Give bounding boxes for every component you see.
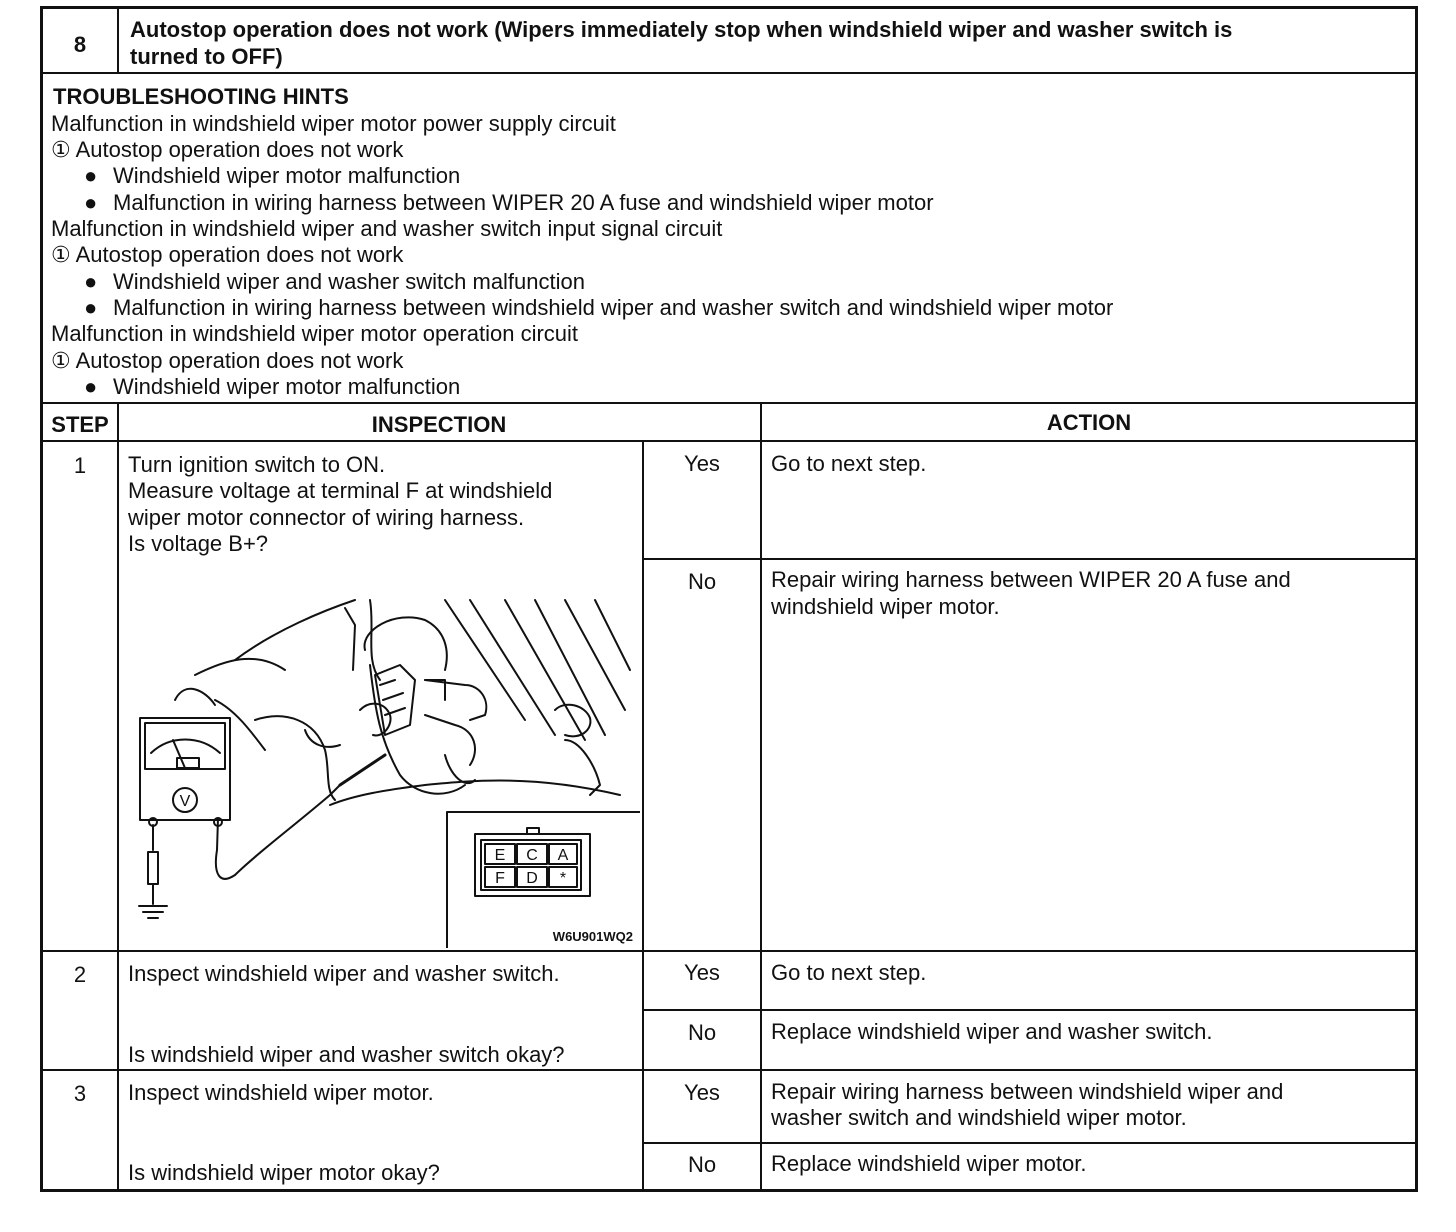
terminal-label: E xyxy=(494,847,506,864)
terminal-label: F xyxy=(495,870,505,887)
hints-heading: TROUBLESHOOTING HINTS xyxy=(53,84,349,109)
inspection-question: Is windshield wiper and washer switch okay? xyxy=(128,1042,565,1067)
inspection-question: Is windshield wiper motor okay? xyxy=(128,1160,440,1185)
step-number: 3 xyxy=(73,1081,87,1106)
action-text: Replace windshield wiper motor. xyxy=(771,1151,1087,1176)
hint-item: Malfunction in wiring harness between WIPER 20 A fuse and windshield wiper motor xyxy=(113,190,934,215)
answer-no: No xyxy=(687,569,717,594)
inspection-text: Turn ignition switch to ON. xyxy=(128,452,386,477)
bullet-icon: ● xyxy=(84,190,98,215)
hint-symptom: ① Autostop operation does not work xyxy=(51,137,404,162)
terminal-label: C xyxy=(526,847,538,864)
action-text: Repair wiring harness between WIPER 20 A fuse and xyxy=(771,567,1291,592)
hint-symptom: ① Autostop operation does not work xyxy=(51,348,404,373)
hints-bottom-rule xyxy=(40,402,1418,404)
action-text: Go to next step. xyxy=(771,960,927,985)
action-text: Go to next step. xyxy=(771,451,927,476)
header-divider xyxy=(117,6,119,74)
answer-no: No xyxy=(687,1020,717,1045)
row-divider xyxy=(643,1009,1418,1011)
procedure-number: 8 xyxy=(73,32,87,57)
action-text: Repair wiring harness between windshield wiper and xyxy=(771,1079,1284,1104)
bullet-icon: ● xyxy=(84,295,98,320)
inspection-text: Inspect windshield wiper and washer switch. xyxy=(128,961,560,986)
hint-item: Windshield wiper motor malfunction xyxy=(113,374,461,399)
inspection-text: wiper motor connector of wiring harness. xyxy=(128,505,525,530)
terminal-label: * xyxy=(559,870,567,887)
row-divider xyxy=(40,1069,1418,1071)
column-header-inspection: INSPECTION xyxy=(371,412,507,437)
answer-no: No xyxy=(687,1152,717,1177)
action-text: Replace windshield wiper and washer switch. xyxy=(771,1019,1213,1044)
answer-yes: Yes xyxy=(684,451,720,476)
header-bottom-rule xyxy=(40,72,1418,74)
answer-column-divider xyxy=(642,440,644,1190)
inspection-text: Measure voltage at terminal F at windshield xyxy=(128,478,553,503)
bullet-icon: ● xyxy=(84,374,98,399)
figure-code: W6U901WQ2 xyxy=(552,929,633,944)
row-divider xyxy=(643,1142,1418,1144)
row-divider xyxy=(40,950,1418,952)
column-header-action: ACTION xyxy=(1046,410,1132,435)
bullet-icon: ● xyxy=(84,163,98,188)
meter-label: V xyxy=(179,793,191,810)
step-number: 1 xyxy=(73,453,87,478)
step-column-divider xyxy=(117,402,119,1190)
voltage-measurement-illustration xyxy=(125,590,640,948)
hint-cause: Malfunction in windshield wiper motor power supply circuit xyxy=(51,111,616,136)
answer-yes: Yes xyxy=(684,960,720,985)
hint-cause: Malfunction in windshield wiper motor operation circuit xyxy=(51,321,579,346)
step-number: 2 xyxy=(73,962,87,987)
column-header-step: STEP xyxy=(51,412,109,437)
procedure-title-line2: turned to OFF) xyxy=(130,44,283,69)
hint-symptom: ① Autostop operation does not work xyxy=(51,242,404,267)
column-header-rule xyxy=(40,440,1418,442)
terminal-label: A xyxy=(557,847,569,864)
terminal-label: D xyxy=(526,870,538,887)
inspection-text: Inspect windshield wiper motor. xyxy=(128,1080,434,1105)
bullet-icon: ● xyxy=(84,269,98,294)
action-text: washer switch and windshield wiper motor. xyxy=(771,1105,1187,1130)
hint-item: Windshield wiper and washer switch malfunction xyxy=(113,269,585,294)
hint-item: Malfunction in wiring harness between windshield wiper and washer switch and windshield wiper motor xyxy=(113,295,1114,320)
row-divider xyxy=(643,558,1418,560)
action-column-divider xyxy=(760,402,762,1190)
hint-item: Windshield wiper motor malfunction xyxy=(113,163,461,188)
hint-cause: Malfunction in windshield wiper and washer switch input signal circuit xyxy=(51,216,723,241)
action-text: windshield wiper motor. xyxy=(771,594,1000,619)
answer-yes: Yes xyxy=(684,1080,720,1105)
inspection-text: Is voltage B+? xyxy=(128,531,269,556)
procedure-title-line1: Autostop operation does not work (Wipers immediately stop when windshield wiper and washer switch is xyxy=(130,17,1233,42)
